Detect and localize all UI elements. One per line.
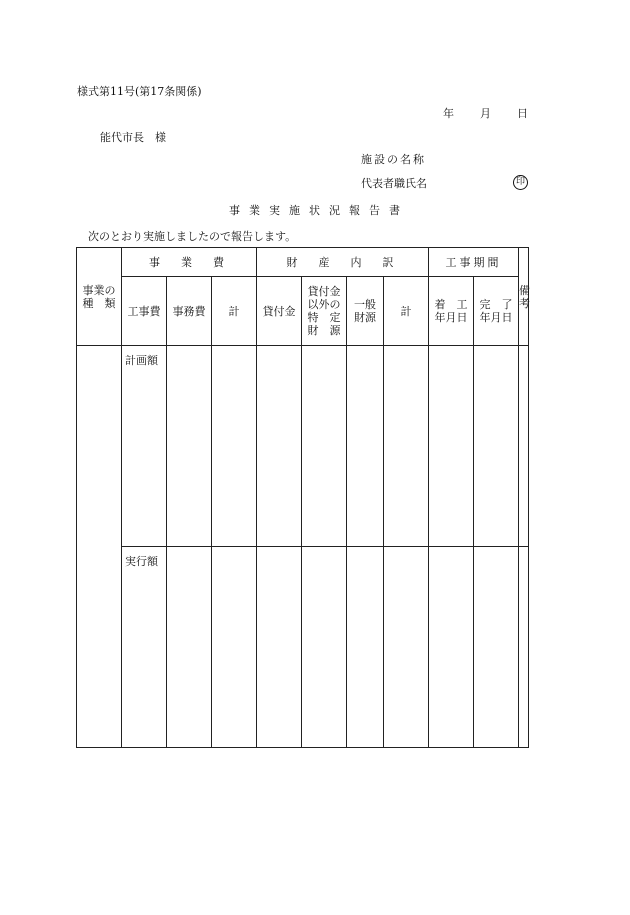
business-cost-label: 事 業 費 <box>149 255 229 269</box>
total-2-label: 計 <box>400 304 412 318</box>
planned-admin-cost-cell[interactable] <box>167 346 212 547</box>
business-type-line2: 種 類 <box>82 296 116 310</box>
construction-cost-header <box>122 277 167 346</box>
admin-cost-label: 事務費 <box>172 304 206 318</box>
document-title: 事業実施状況報告書 <box>229 204 409 217</box>
special-funds-header <box>302 277 347 346</box>
business-cost-header <box>122 248 257 277</box>
actual-remarks-cell[interactable] <box>519 547 529 748</box>
remarks-label: 備考 <box>519 283 530 310</box>
total-1-header <box>212 277 257 346</box>
business-type-line1: 事業の <box>82 283 116 297</box>
date-day: 日 <box>517 107 528 120</box>
planned-general-funds-cell[interactable] <box>347 346 384 547</box>
special-funds-line4: 財 源 <box>307 324 341 337</box>
seal-icon: 印 <box>513 175 528 190</box>
facility-name-label: 施設の名称 <box>361 153 426 166</box>
special-funds-line2: 以外の <box>307 298 341 311</box>
business-type-header <box>77 248 122 346</box>
start-date-line2: 年月日 <box>434 311 468 324</box>
planned-special-funds-cell[interactable] <box>302 346 347 547</box>
actual-total-1-cell[interactable] <box>212 547 257 748</box>
actual-special-funds-cell[interactable] <box>302 547 347 748</box>
intro-text: 次のとおり実施しましたので報告します。 <box>88 230 297 243</box>
general-funds-line1: 一般 <box>354 298 376 311</box>
special-funds-line3: 特 定 <box>307 311 341 324</box>
date-month: 月 <box>480 107 491 120</box>
planned-loan-cell[interactable] <box>257 346 302 547</box>
planned-remarks-cell[interactable] <box>519 346 529 547</box>
form-number: 様式第11号(第17条関係) <box>77 85 202 98</box>
property-breakdown-label: 財 産 内 訳 <box>286 255 399 269</box>
actual-end-date-cell[interactable] <box>474 547 519 748</box>
business-type-cell[interactable] <box>77 346 122 748</box>
table-row-actual <box>77 547 529 748</box>
construction-cost-label: 工事費 <box>127 304 161 318</box>
planned-total-1-cell[interactable] <box>212 346 257 547</box>
remarks-header <box>519 248 529 346</box>
construction-period-label: 工事期間 <box>445 255 502 269</box>
actual-start-date-cell[interactable] <box>429 547 474 748</box>
actual-amount-label <box>122 547 167 748</box>
date-year: 年 <box>443 107 454 120</box>
loan-header <box>257 277 302 346</box>
special-funds-line1: 貸付金 <box>307 285 341 298</box>
representative-label: 代表者職氏名 <box>361 177 427 190</box>
addressee: 能代市長 様 <box>100 131 166 144</box>
general-funds-line2: 財源 <box>354 311 376 324</box>
admin-cost-header <box>167 277 212 346</box>
loan-label: 貸付金 <box>262 304 296 318</box>
start-date-line1: 着 工 <box>434 298 468 311</box>
total-1-label: 計 <box>228 304 240 318</box>
planned-total-2-cell[interactable] <box>384 346 429 547</box>
property-breakdown-header <box>257 248 429 277</box>
actual-admin-cost-cell[interactable] <box>167 547 212 748</box>
end-date-header <box>474 277 519 346</box>
actual-general-funds-cell[interactable] <box>347 547 384 748</box>
actual-amount-text: 実行額 <box>125 555 158 568</box>
total-2-header <box>384 277 429 346</box>
planned-end-date-cell[interactable] <box>474 346 519 547</box>
end-date-line2: 年月日 <box>479 311 513 324</box>
general-funds-header <box>347 277 384 346</box>
date-line <box>443 107 528 121</box>
planned-amount-label <box>122 346 167 547</box>
construction-period-header <box>429 248 519 277</box>
actual-total-2-cell[interactable] <box>384 547 429 748</box>
planned-amount-text: 計画額 <box>125 354 158 367</box>
start-date-header <box>429 277 474 346</box>
planned-start-date-cell[interactable] <box>429 346 474 547</box>
table-header-row-1 <box>77 248 529 277</box>
actual-loan-cell[interactable] <box>257 547 302 748</box>
table-header-row-2 <box>77 277 529 346</box>
report-table <box>76 247 529 748</box>
end-date-line1: 完 了 <box>479 298 513 311</box>
table-row-planned <box>77 346 529 547</box>
